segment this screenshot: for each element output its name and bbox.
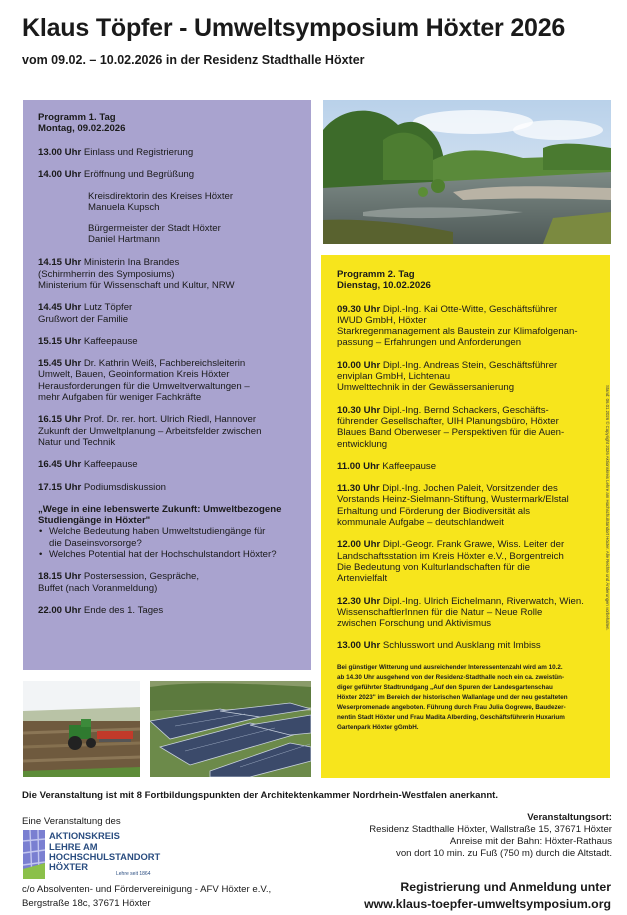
logo-tagline: Lehre seit 1864	[116, 871, 151, 877]
day1-item: 22.00 Uhr Ende des 1. Tages	[38, 604, 164, 616]
day1-item: 14.15 Uhr Ministerin Ina Brandes (Schirmherrin des Symposiums) Ministerium für Wissenschaft und Kultur, NRW	[38, 257, 235, 291]
day2-item: 12.30 Uhr Dipl.-Ing. Ulrich Eichelmann, Riverwatch, Wien. WissenschaftlerInnen für die Natur – Neue Rolle zwischen Forschung und Aktivismus	[337, 595, 584, 630]
bullet-item: • Welche Bedeutung haben Umweltstudiengänge für die Daseinsvorsorge?	[49, 526, 311, 549]
program-day1-panel	[23, 100, 311, 670]
day2-item: 09.30 Uhr Dipl.-Ing. Kai Otte-Witte, Geschäftsführer IWUD GmbH, Höxter Starkregenmanagement als Baustein zur Klimafolgenan- passung – Erfahrungen und Anforderungen	[337, 303, 578, 349]
day1-item: 14.45 Uhr Lutz Töpfer Grußwort der Familie	[38, 302, 133, 325]
day2-item: 11.00 Uhr Kaffeepause	[337, 460, 437, 472]
organizer-address: c/o Absolventen- und Fördervereinigung - AFV Höxter e.V.,	[22, 884, 272, 895]
day1-item: 13.00 Uhr Einlass und Registrierung	[38, 146, 194, 158]
day1-item: 15.45 Uhr Dr. Kathrin Weiß, Fachbereichsleiterin Umwelt, Bauen, Geoinformation Kreis Höxter Herausforderungen für die Umweltverwaltungen – mehr Aufgaben für weniger Fachkräfte	[38, 358, 250, 404]
logo-text: AKTIONSKREIS	[49, 830, 120, 841]
logo-text: LEHRE AM	[49, 841, 98, 852]
river-photo	[323, 100, 611, 244]
organizer-address: Bergstraße 18c, 37671 Höxter	[22, 898, 151, 909]
logo-text: HÖXTER	[49, 861, 89, 872]
program-day2-panel	[321, 255, 610, 778]
day1-panel-discussion: „Wege in eine lebenswerte Zukunft: Umweltbezogene Studiengänge in Höxter" • Welche Bedeutung haben Umweltstudiengänge für die Daseinsvorsorge? • Welches Potential hat der Hochschulstandort Höxter?	[38, 504, 311, 560]
registration-link[interactable]: www.klaus-toepfer-umweltsymposium.org	[364, 897, 611, 911]
day2-item: 11.30 Uhr Dipl.-Ing. Jochen Paleit, Vorsitzender des Vorstands Heinz-Sielmann-Stiftung, Wustermark/Elstal Erhaltung und Förderung der Biodiversität als kommunale Aufgabe – deutschlandweit	[337, 483, 569, 529]
farm-tractor-photo	[23, 681, 140, 777]
day1-item: 14.00 Uhr Eröffnung und Begrüßung	[38, 168, 195, 180]
day1-heading: Programm 1. Tag Montag, 09.02.2026	[38, 112, 126, 135]
bullet-item: • Welches Potential hat der Hochschulstandort Höxter?	[49, 549, 311, 560]
venue-heading: Veranstaltungsort:	[527, 812, 612, 823]
day1-subitem: Bürgermeister der Stadt Höxter Daniel Hartmann	[88, 222, 221, 246]
day1-item: 16.15 Uhr Prof. Dr. rer. hort. Ulrich Riedl, Hannover Zukunft der Umweltplanung – Arbeitsfelder zwischen Natur und Technik	[38, 414, 262, 448]
day1-item: 17.15 Uhr Podiumsdiskussion	[38, 481, 166, 493]
day2-item: 10.30 Uhr Dipl.-Ing. Bernd Schackers, Geschäfts- führender Gesellschafter, UIH Planungsbüro, Höxter Blaues Band Oberweser – Perspektiven für die Auen- entwicklung	[337, 404, 565, 450]
cpd-accreditation: Die Veranstaltung ist mit 8 Fortbildungspunkten der Architektenkammer Nordrhein-Westfalen anerkannt.	[22, 790, 499, 801]
logo-text: HOCHSCHULSTANDORT	[49, 851, 161, 862]
day2-item: 13.00 Uhr Schlusswort und Ausklang mit Imbiss	[337, 640, 541, 652]
day2-item: 10.00 Uhr Dipl.-Ing. Andreas Stein, Geschäftsführer enviplan GmbH, Lichtenau Umwelttechnik in der Gewässersanierung	[337, 359, 558, 394]
copyright-note: Stand: 06.01.2026 © Copyright 2026 Aktionskreis Lehre am Hochschulstandort Höxter. Alle Rechte und Änderungen vorbehalten.	[605, 385, 610, 631]
day1-item: 16.45 Uhr Kaffeepause	[38, 459, 138, 471]
day1-item: 18.15 Uhr Postersession, Gespräche, Buffet (nach Voranmeldung)	[38, 571, 200, 594]
page-title: Klaus Töpfer - Umweltsymposium Höxter 2026	[22, 14, 566, 42]
solar-panels-photo	[150, 681, 311, 777]
registration-info: Registrierung und Anmeldung unter www.klaus-toepfer-umweltsymposium.org	[364, 880, 611, 911]
page-subtitle: vom 09.02. – 10.02.2026 in der Residenz Stadthalle Höxter	[22, 53, 365, 67]
day2-item: 12.00 Uhr Dipl.-Geogr. Frank Grawe, Wiss. Leiter der Landschaftsstation im Kreis Höxter e.V., Borgentreich Die Bedeutung von Kulturlandschaften für die Artenvielfalt	[337, 539, 565, 585]
venue-info: Veranstaltungsort: Residenz Stadthalle Höxter, Wallstraße 15, 37671 Höxter Anreise mit der Bahn: Höxter-Rathaus von dort 10 min. zu Fuß (750 m) durch die Altstadt.	[369, 812, 612, 859]
city-tour-note: Bei günstiger Witterung und ausreichender Interessentenzahl wird am 10.2. ab 14.30 Uhr ausgehend von der Residenz-Stadthalle noch ein ca. zweistün- diger geführter Stadtrundgang „Auf den Spuren der Landesgartenschau Höxter 2023" im Bereich der historischen Wallanlage und der neu gestalteten Weserpromenade angeboten. Führung durch Frau Julia Gogrewe, Baudezer- nentin Stadt Höxter und Frau Madita Alberding, Geschäftsführerin Huxarium Gartenpark Höxter gGmbH.	[337, 663, 568, 731]
day2-heading: Programm 2. Tag Dienstag, 10.02.2026	[337, 269, 431, 292]
day1-subitem: Kreisdirektorin des Kreises Höxter Manuela Kupsch	[88, 191, 234, 214]
day1-item: 15.15 Uhr Kaffeepause	[38, 335, 138, 347]
organizer-label: Eine Veranstaltung des	[22, 816, 121, 827]
